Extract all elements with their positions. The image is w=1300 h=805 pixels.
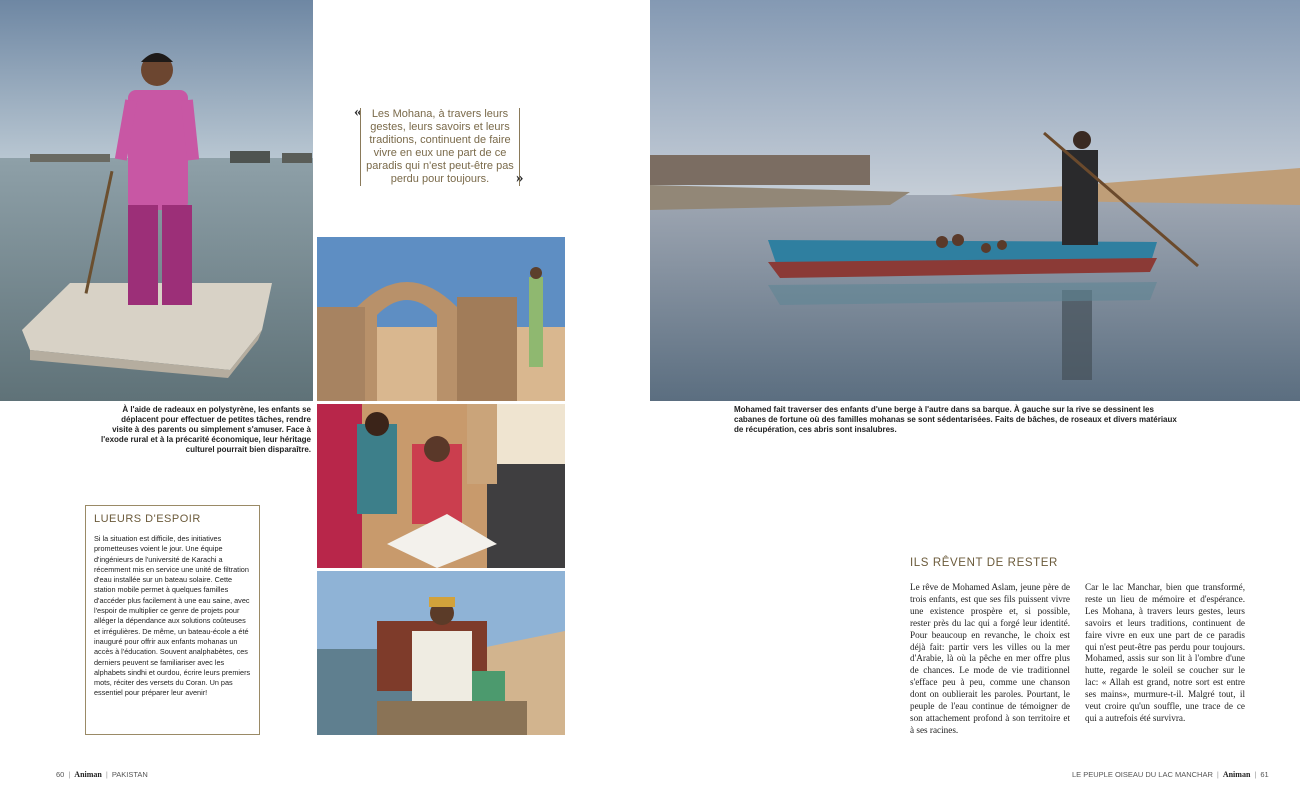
quote-open-mark: « [354,104,362,120]
folio-right: LE PEUPLE OISEAU DU LAC MANCHAR | Animan | 61 [1072,770,1269,779]
section-name-right: LE PEUPLE OISEAU DU LAC MANCHAR [1072,770,1213,779]
sidebar-body: Si la situation est difficile, des initiatives prometteuses voient le jour. Une équipe d'ingénieurs de l'université de Karachi a récemment mis en service une unité de filtration d'eau installée sur un bateau solaire. Cette station mobile permet à quelques familles d'accéder plus facilement à une eau saine, avec l'espoir de multiplier ce genre de projets pour alléger la dépendance aux solutions coûteuses et irrégulières. De même, un bateau-école a été inauguré pour offrir aux enfants mohanas un accès à l'éducation. Souvent analphabètes, ces derniers peuvent se familiariser avec les alphabets sindhi et ourdou, écrire leurs premiers mots, réciter des versets du Coran. Un pas essentiel pour préparer leur avenir! [94,534,251,698]
article-title: ILS RÊVENT DE RESTER [910,557,1058,569]
magazine-name-right: Animan [1222,770,1251,779]
article-column-2: Car le lac Manchar, bien que transformé, reste un lieu de mémoire et d'espérance. Les Mohana, à travers leurs gestes, leurs savoirs et leurs traditions, continuent de faire vivre en eux une part de ce paradis qui n'est peut-être pas perdu pour toujours. Mohamed, assis sur son lit à l'ombre d'une hutte, regarde le soleil se coucher sur le lac: « Allah est grand, notre sort est entre ses mains», murmure-t-il. Malgré tout, il veut croire qu'un souffle, une trace de ce qui a autrefois été survivra. [1085,582,1245,723]
page-number-left: 60 [56,770,65,779]
quote-text: Les Mohana, à travers leurs gestes, leurs savoirs et leurs traditions, continuent de faire vivre en eux une part de ce paradis qui n'est peut-être pas perdu pour toujours. [360,108,520,186]
folio-left: 60 | Animan | PAKISTAN [56,770,148,779]
photo-man-seated [317,571,565,735]
photo-arch-ruins [317,237,565,401]
photo-children-studying [317,404,565,568]
caption-boat: Mohamed fait traverser des enfants d'une berge à l'autre dans sa barque. À gauche sur la rive se dessinent les cabanes de fortune où des familles mohanas se sont sédentarisées. Faits de bâches, de roseaux et divers matériaux de récupération, ces abris sont insalubres. [734,405,1177,434]
page-number-right: 61 [1260,770,1269,779]
quote-close-mark: » [516,170,524,186]
sidebar-title: LUEURS D'ESPOIR [94,513,201,525]
photo-boat-on-lake [650,0,1300,401]
magazine-name-left: Animan [74,770,102,779]
photo-boy-on-raft [0,0,313,401]
section-name-left: PAKISTAN [111,770,148,779]
article-column-1: Le rêve de Mohamed Aslam, jeune père de trois enfants, est que ses fils puissent vivre une existence prospère et, si possible, rester près du lac qui a forgé leur identité. Pour beaucoup en revanche, le choix est déjà fait: partir vers les villes ou la mer d'Arabie, là où la pêche en mer offre plus de chances. Le mode de vie traditionnel s'efface peu à peu, comme une chanson dont on oublierait les paroles. Pourtant, le peuple de l'eau continue de témoigner de son attachement profond à son territoire et à ses racines. [910,582,1070,735]
sidebar-box [85,505,260,735]
caption-boy-raft: À l'aide de radeaux en polystyrène, les enfants se déplacent pour effectuer de petites tâches, rendre visite à des parents ou simplement s'amuser. Face à l'exode rural et à la précarité économique, leur héritage culturel pourrait bien disparaître. [101,405,311,454]
pull-quote [354,106,530,186]
